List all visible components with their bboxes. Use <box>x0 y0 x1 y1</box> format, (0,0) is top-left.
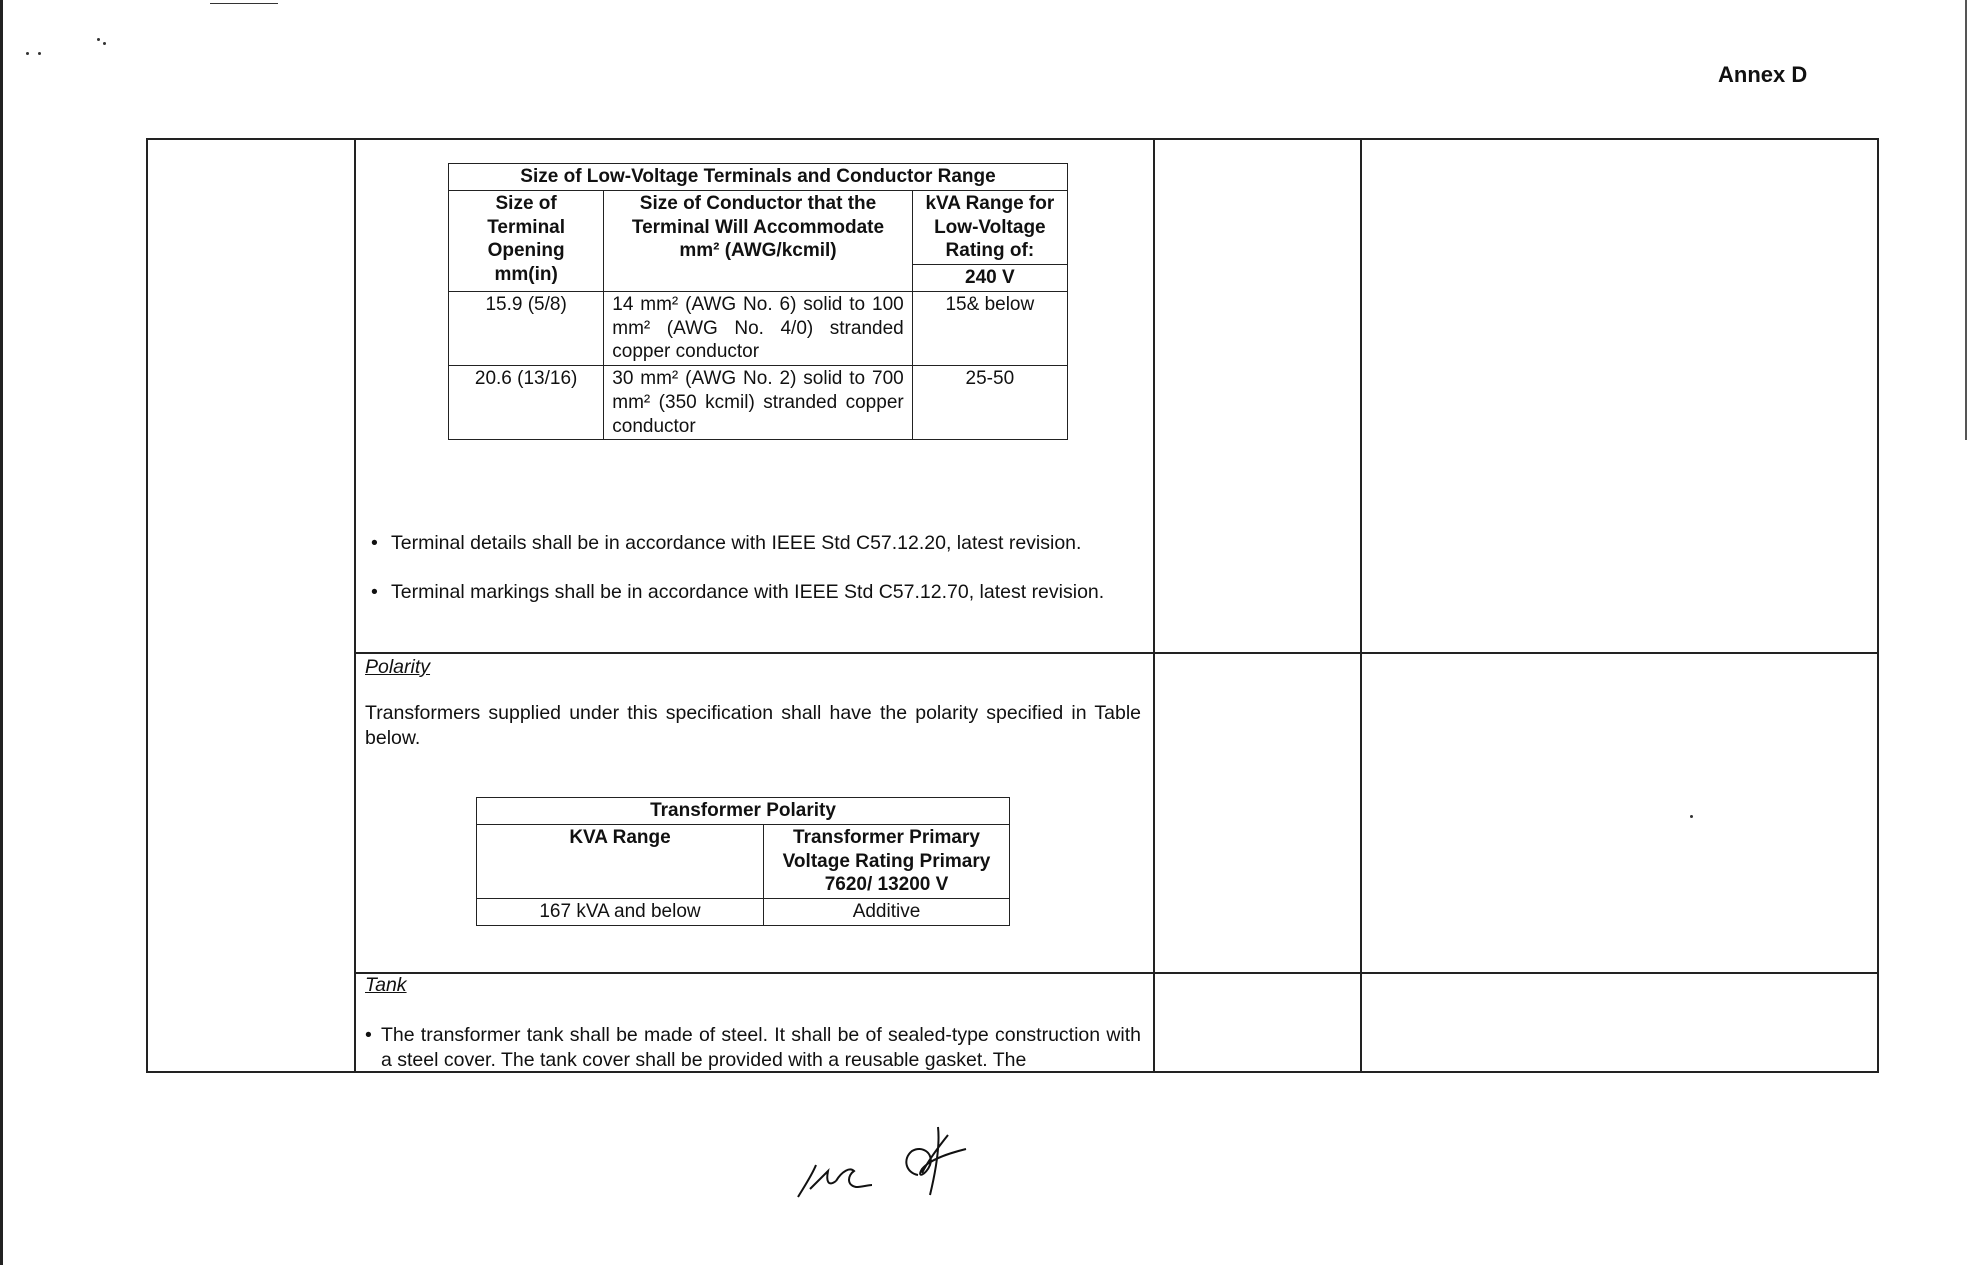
cell-polarity: Additive <box>764 899 1010 926</box>
top-rule <box>210 3 278 4</box>
column-divider <box>1360 138 1362 1073</box>
tank-heading: Tank <box>365 974 407 996</box>
row-divider <box>354 972 1879 974</box>
column-divider <box>354 138 356 1073</box>
polarity-table-title: Transformer Polarity <box>477 798 1010 825</box>
bullet-terminal-markings: • Terminal markings shall be in accordance with IEEE Std C57.12.70, latest revision. <box>391 580 1141 605</box>
cell-kva-range: 167 kVA and below <box>477 899 764 926</box>
col-header-kva: kVA Range for Low-Voltage Rating of: <box>912 190 1067 264</box>
bullet-icon: • <box>371 581 378 603</box>
row-divider <box>354 652 1879 654</box>
cell-conductor: 30 mm² (AWG No. 2) solid to 700 mm² (350 kcmil) stranded copper conductor <box>604 366 912 440</box>
bullet-icon: • <box>365 1024 372 1046</box>
col-header-primary-voltage: Transformer Primary Voltage Rating Primary 7620/ 13200 V <box>764 824 1010 898</box>
polarity-text: Transformers supplied under this specification shall have the polarity specified in Table below. <box>365 702 1141 750</box>
cell-kva: 25-50 <box>912 366 1067 440</box>
scan-speck <box>103 42 106 45</box>
page-edge-left <box>0 0 3 1265</box>
table-row <box>449 291 1068 365</box>
col-header-kva-range: KVA Range <box>477 824 764 898</box>
terminals-table <box>448 163 1068 440</box>
handwritten-initials <box>790 1115 990 1210</box>
col-subheader-voltage: 240 V <box>912 265 1067 292</box>
col-header-conductor: Size of Conductor that the Terminal Will Accommodate mm² (AWG/kcmil) <box>604 190 912 291</box>
scan-speck <box>38 52 41 55</box>
col-header-opening: Size of Terminal Opening mm(in) <box>449 190 604 291</box>
bullet-tank: • The transformer tank shall be made of steel. It shall be of sealed-type construction with a steel cover. The tank cover shall be provided with a reusable gasket. The <box>365 1024 1141 1072</box>
cell-conductor: 14 mm² (AWG No. 6) solid to 100 mm² (AWG No. 4/0) stranded copper conductor <box>604 291 912 365</box>
table-row <box>477 899 1010 926</box>
cell-opening: 15.9 (5/8) <box>449 291 604 365</box>
bullet-icon: • <box>371 532 378 554</box>
polarity-table <box>476 797 1010 926</box>
scan-speck <box>26 52 29 55</box>
terminals-table-title: Size of Low-Voltage Terminals and Conductor Range <box>449 164 1068 191</box>
polarity-heading: Polarity <box>365 656 431 678</box>
bullet-terminal-details: • Terminal details shall be in accordance with IEEE Std C57.12.20, latest revision. <box>391 531 1141 556</box>
column-divider <box>1153 138 1155 1073</box>
scan-speck <box>97 38 100 41</box>
cell-kva: 15& below <box>912 291 1067 365</box>
page-edge-right <box>1965 0 1967 440</box>
table-row <box>449 366 1068 440</box>
annex-label: Annex D <box>1718 62 1808 87</box>
cell-opening: 20.6 (13/16) <box>449 366 604 440</box>
